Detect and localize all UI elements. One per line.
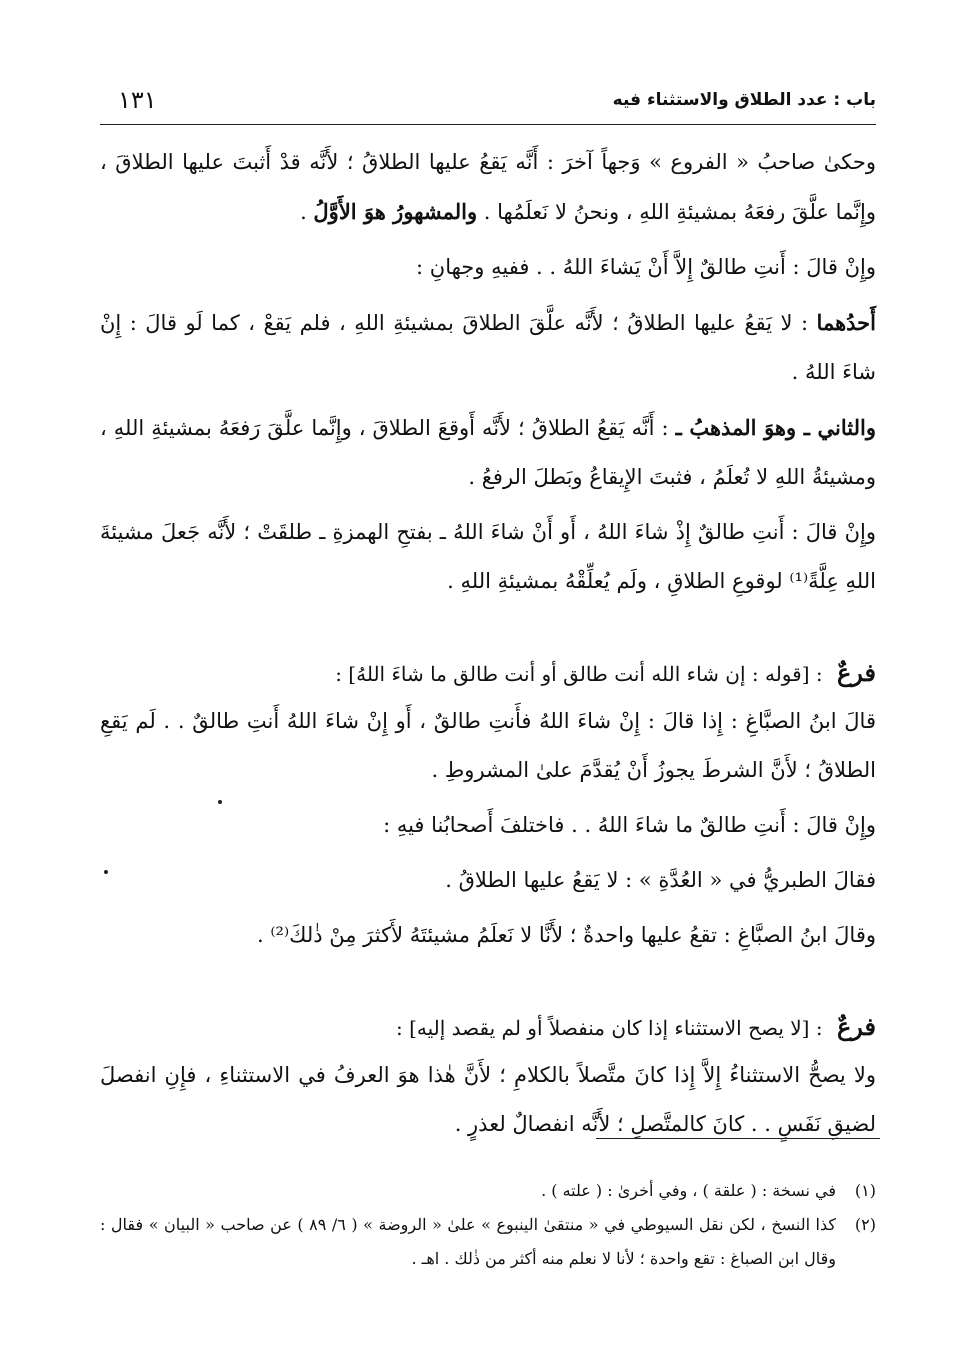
paragraph-tail: .	[300, 200, 314, 224]
stray-mark	[218, 800, 222, 804]
footnote-number: (٢)	[854, 1215, 876, 1234]
paragraph	[100, 801, 876, 850]
section-heading-title: : [قوله : إن شاء الله أنت طالق أو أنت طالق ما شاءَ اللهُ] :	[335, 662, 829, 686]
footnote-separator	[596, 1138, 880, 1139]
paragraph-text: وقالَ ابنُ الصبَّاغِ : تقعُ عليها واحدةٌ ؛ لأَنَّا لا نَعلَمُ مشيئتَهُ لأَكثرَ مِنْ ذٰلكَ⁽²⁾ .	[257, 923, 876, 947]
paragraph	[100, 403, 876, 502]
paragraph-text: وحكىٰ صاحبُ « الفروع » وَجهاً آخرَ : أَنَّه يَقعُ عليها الطلاقُ ؛ لأَنَّه قدْ أَثبتَ عليها الطلاقَ ، وإِنَّما علَّقَ رفعَهُ بمشيئةِ اللهِ ، ونحنُ لا نَعلَمُها .	[100, 150, 876, 224]
paragraph-text: قالَ ابنُ الصبَّاغِ : إِذا قالَ : إِنْ شاءَ اللهُ فأَنتِ طالقٌ ، أَو إِنْ شاءَ اللهُ أَنتِ طالقٌ . . لَم يَقعِ الطلاقُ ؛ لأَنَّ الشرطَ يجوزُ أَنْ يُقدَّمَ علىٰ المشروطِ .	[100, 709, 876, 782]
section-heading-word: فرعٌ	[836, 658, 876, 687]
footnote	[100, 1174, 876, 1208]
page-number: ١٣١	[118, 86, 157, 114]
paragraph-text: فقالَ الطبريُّ في « العُدَّةِ » : لا يَقعُ عليها الطلاقُ .	[445, 868, 876, 892]
paragraph-bold-text: والمشهورُ هوَ الأَوَّلُ	[313, 199, 478, 224]
footnotes	[100, 1174, 876, 1276]
paragraph	[100, 697, 876, 795]
section-spacer	[100, 966, 876, 1004]
section-heading	[100, 650, 876, 697]
paragraph	[100, 298, 876, 397]
paragraph	[100, 856, 876, 905]
running-header	[100, 84, 876, 125]
paragraph-lead: والثاني ـ وهوَ المذهبُ ـ	[675, 415, 876, 440]
paragraph	[100, 1051, 876, 1149]
main-text	[100, 138, 876, 1155]
paragraph-lead: أَحدُهما	[816, 310, 876, 335]
section-spacer	[100, 612, 876, 650]
paragraph-text: : أَنَّه يَقعُ الطلاقُ ؛ لأَنَّه أَوقعَ الطلاقَ ، وإِنَّما علَّقَ رَفعَهُ بمشيئةِ اللهِ ، ومشيئةُ اللهِ لا تُعلَمُ ، فثبتَ الإِيقاعُ وبَطلَ الرفعُ .	[100, 416, 876, 489]
footnote-text: كذا النسخ ، لكن نقل السيوطي في « منتقىٰ الينبوع » علىٰ « الروضة » ( ٦/ ٨٩ ) عن صاحب « البيان » فقال : وقال ابن الصباغ : تقع واحدة ؛ لأنا لا نعلم منه أكثر من ذٰلك . اهـ .	[100, 1215, 837, 1268]
footnote-text: في نسخة : ( علقة ) ، وفي أخرىٰ : ( علته ) .	[541, 1181, 836, 1200]
paragraph-text: : لا يَقعُ عليها الطلاقُ ؛ لأَنَّه علَّقَ الطلاقَ بمشيئةِ اللهِ ، فلم يَقعْ ، كما لَو قالَ : إِنْ شاءَ اللهُ .	[100, 311, 876, 384]
footnote-number: (١)	[854, 1181, 876, 1200]
paragraph	[100, 508, 876, 606]
stray-mark	[104, 870, 108, 874]
section-heading-title: : [لا يصح الاستثناء إذا كان منفصلاً أو لم يقصد إليه] :	[396, 1016, 829, 1040]
footnote	[100, 1208, 876, 1276]
paragraph-text: وإِنْ قالَ : أَنتِ طالقٌ إِلاَّ أَنْ يَشاءَ اللهُ . . ففيهِ وجهانِ :	[416, 255, 876, 279]
paragraph	[100, 911, 876, 960]
paragraph-text: وإِنْ قالَ : أَنتِ طالقٌ ما شاءَ اللهُ . . فاختلفَ أَصحابُنا فيهِ :	[383, 813, 876, 837]
section-heading	[100, 1004, 876, 1051]
paragraph	[100, 138, 876, 237]
paragraph-text: وإِنْ قالَ : أَنتِ طالقٌ إِذْ شاءَ اللهُ ، أَو أَنْ شاءَ اللهُ ـ بفتحِ الهمزةِ ـ طلقَتْ ؛ لأَنَّه جَعلَ مشيئةَ اللهِ عِلَّةً⁽¹⁾ لوقوعِ الطلاقِ ، ولَم يُعلِّقْهُ بمشيئةِ اللهِ .	[100, 520, 876, 593]
paragraph-text: ولا يصحُّ الاستثناءُ إِلاَّ إِذا كانَ متَّصلاً بالكلامِ ؛ لأَنَّ هٰذا هوَ العرفُ في الاستثناءِ ، فإِنِ انفصلَ لضيقِ نَفَسٍ . . كانَ كالمتَّصلِ ؛ لأَنَّه انفصالٌ لعذرٍ .	[100, 1063, 876, 1136]
chapter-title: باب : عدد الطلاق والاستثناء فيه	[612, 90, 876, 110]
section-heading-word: فرعٌ	[836, 1012, 876, 1041]
paragraph	[100, 243, 876, 292]
